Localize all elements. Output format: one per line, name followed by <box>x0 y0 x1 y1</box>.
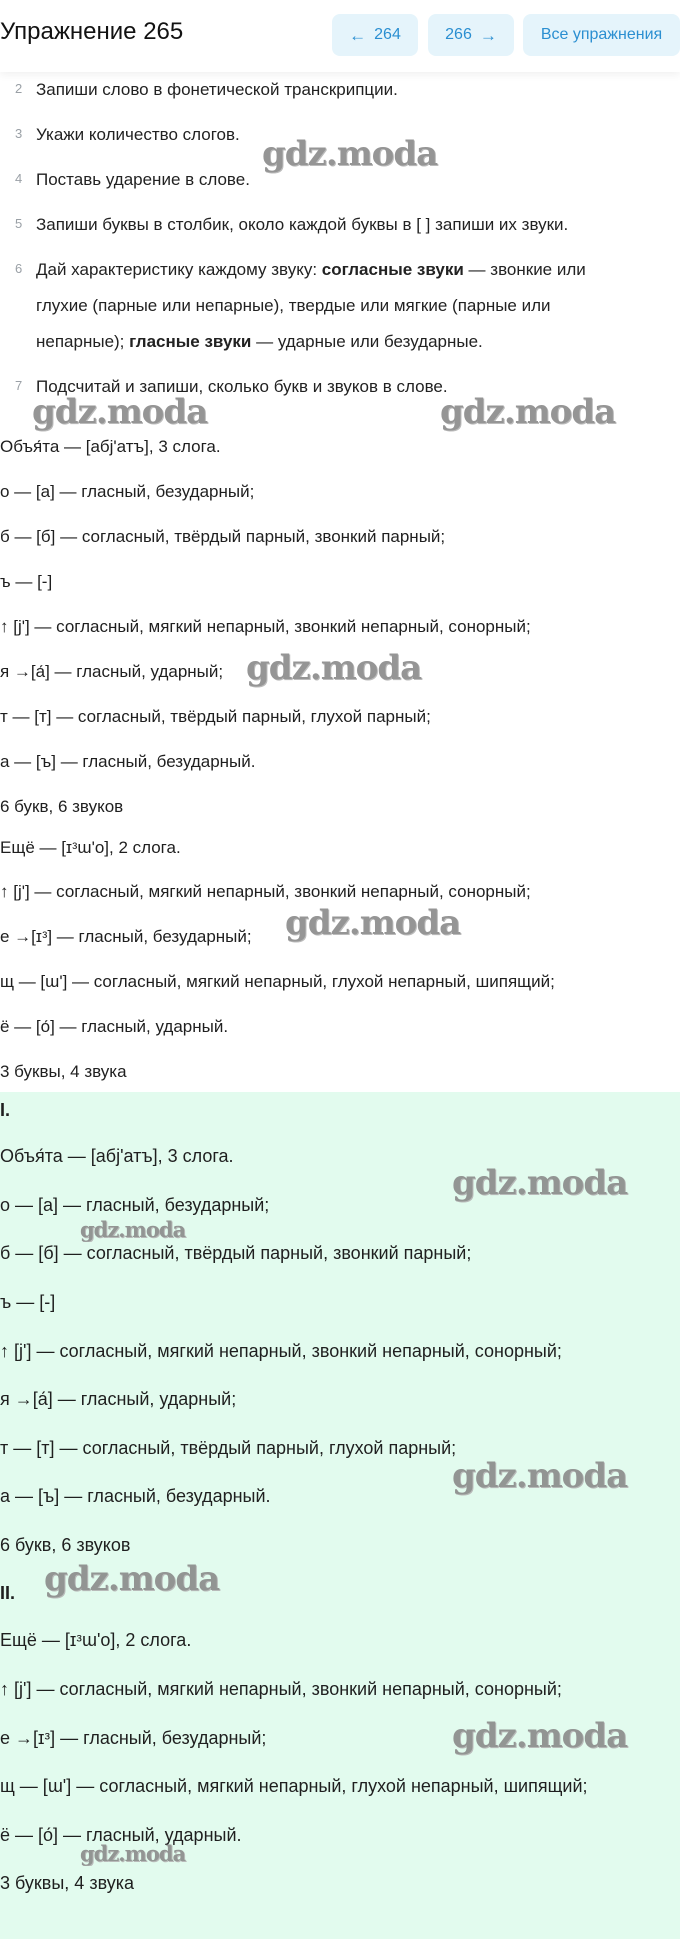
solution-line: Ещё — [ɪᵌɯ'о], 2 слога. <box>0 838 181 857</box>
solution-line: ↑ [j'] — согласный, мягкий непарный, звонкий непарный, сонорный; <box>0 617 531 636</box>
answer-section-heading: II. <box>0 1583 16 1603</box>
answer-line: т — [т] — согласный, твёрдый парный, глухой парный; <box>0 1438 457 1458</box>
step-number: 4 <box>15 171 23 186</box>
answer-line: ↑ [j'] — согласный, мягкий непарный, звонкий непарный, сонорный; <box>0 1679 562 1699</box>
next-exercise-label: 266 <box>445 26 472 43</box>
solution-line: б — [б] — согласный, твёрдый парный, звонкий парный; <box>0 527 446 546</box>
step-text: Укажи количество слогов. <box>36 125 240 144</box>
answer-line: о — [а] — гласный, безударный; <box>0 1195 270 1215</box>
step-text-bold: гласные звуки <box>129 332 252 351</box>
answer-line: ↑ [j'] — согласный, мягкий непарный, звонкий непарный, сонорный; <box>0 1341 562 1361</box>
solution-line: Объя́та — [абj'атъ], 3 слога. <box>0 437 221 456</box>
answer-line: е →[ɪᵌ] — гласный, безударный; <box>0 1728 267 1748</box>
answer-line: ъ — [-] <box>0 1292 56 1312</box>
step-text: Подсчитай и запиши, сколько букв и звуков в слове. <box>36 377 448 396</box>
prev-exercise-label: 264 <box>374 26 401 43</box>
step-text-part: — ударные или безударные. <box>251 332 483 351</box>
top-bar <box>0 0 680 72</box>
step-number: 6 <box>15 261 23 276</box>
step-text: Запиши слово в фонетической транскрипции. <box>36 80 398 99</box>
step-text-part: Дай характеристику каждому звуку: <box>36 260 322 279</box>
arrow-right-icon: → <box>479 25 497 45</box>
watermark: gdz.moda <box>440 392 616 432</box>
answer-line: я →[а́] — гласный, ударный; <box>0 1389 237 1409</box>
answer-line: а — [ъ] — гласный, безударный. <box>0 1486 271 1506</box>
watermark: gdz.moda <box>32 392 208 432</box>
answer-line: Объя́та — [абj'атъ], 3 слога. <box>0 1146 234 1166</box>
solution-line: щ — [ɯ'] — согласный, мягкий непарный, глухой непарный, шипящий; <box>0 972 555 991</box>
solution-line: я →[а́] — гласный, ударный; <box>0 662 224 681</box>
watermark: gdz.moda <box>452 1716 628 1756</box>
answer-line: щ — [ɯ'] — согласный, мягкий непарный, глухой непарный, шипящий; <box>0 1776 588 1796</box>
next-exercise-button[interactable] <box>428 14 514 56</box>
step-text-bold: согласные звуки <box>321 260 464 279</box>
solution-line: т — [т] — согласный, твёрдый парный, глухой парный; <box>0 707 431 726</box>
answer-line: 3 буквы, 4 звука <box>0 1873 135 1893</box>
watermark: gdz.moda <box>246 648 422 688</box>
answer-line: б — [б] — согласный, твёрдый парный, звонкий парный; <box>0 1243 472 1263</box>
answer-section-heading: I. <box>0 1100 11 1120</box>
step-number: 2 <box>15 81 23 96</box>
solution-line: ъ — [-] <box>0 572 53 591</box>
all-exercises-button[interactable] <box>523 14 680 56</box>
watermark: gdz.moda <box>262 134 438 174</box>
solution-line: ↑ [j'] — согласный, мягкий непарный, звонкий непарный, сонорный; <box>0 882 531 901</box>
answer-line: Ещё — [ɪᵌɯ'о], 2 слога. <box>0 1630 192 1650</box>
watermark: gdz.moda <box>44 1559 220 1599</box>
step-text <box>36 252 636 360</box>
solution-line: е →[ɪᵌ] — гласный, безударный; <box>0 927 252 946</box>
prev-exercise-button[interactable] <box>332 14 418 56</box>
solution-line: ё — [о́] — гласный, ударный. <box>0 1017 229 1036</box>
watermark: gdz.moda <box>80 1217 186 1242</box>
watermark: gdz.moda <box>285 903 461 943</box>
step-number: 5 <box>15 216 23 231</box>
step-number: 7 <box>15 378 23 393</box>
page-title: Упражнение 265 <box>0 18 184 45</box>
step-text: Поставь ударение в слове. <box>36 170 250 189</box>
solution-line: о — [а] — гласный, безударный; <box>0 482 255 501</box>
step-text: Запиши буквы в столбик, около каждой буквы в [ ] запиши их звуки. <box>36 215 569 234</box>
solution-line: а — [ъ] — гласный, безударный. <box>0 752 256 771</box>
answer-line: 6 букв, 6 звуков <box>0 1535 131 1555</box>
arrow-left-icon: ← <box>349 25 367 45</box>
answer-line: ё — [о́] — гласный, ударный. <box>0 1825 242 1845</box>
watermark: gdz.moda <box>80 1841 186 1866</box>
solution-line: 3 буквы, 4 звука <box>0 1062 127 1081</box>
all-exercises-label: Все упражнения <box>540 26 663 43</box>
watermark: gdz.moda <box>452 1456 628 1496</box>
watermark: gdz.moda <box>452 1163 628 1203</box>
solution-line: 6 букв, 6 звуков <box>0 797 124 816</box>
step-text-part: — звонкие или глухие (парные или непарные), твердые или мягкие (парные или непарные); <box>36 260 586 351</box>
step-number: 3 <box>15 126 23 141</box>
